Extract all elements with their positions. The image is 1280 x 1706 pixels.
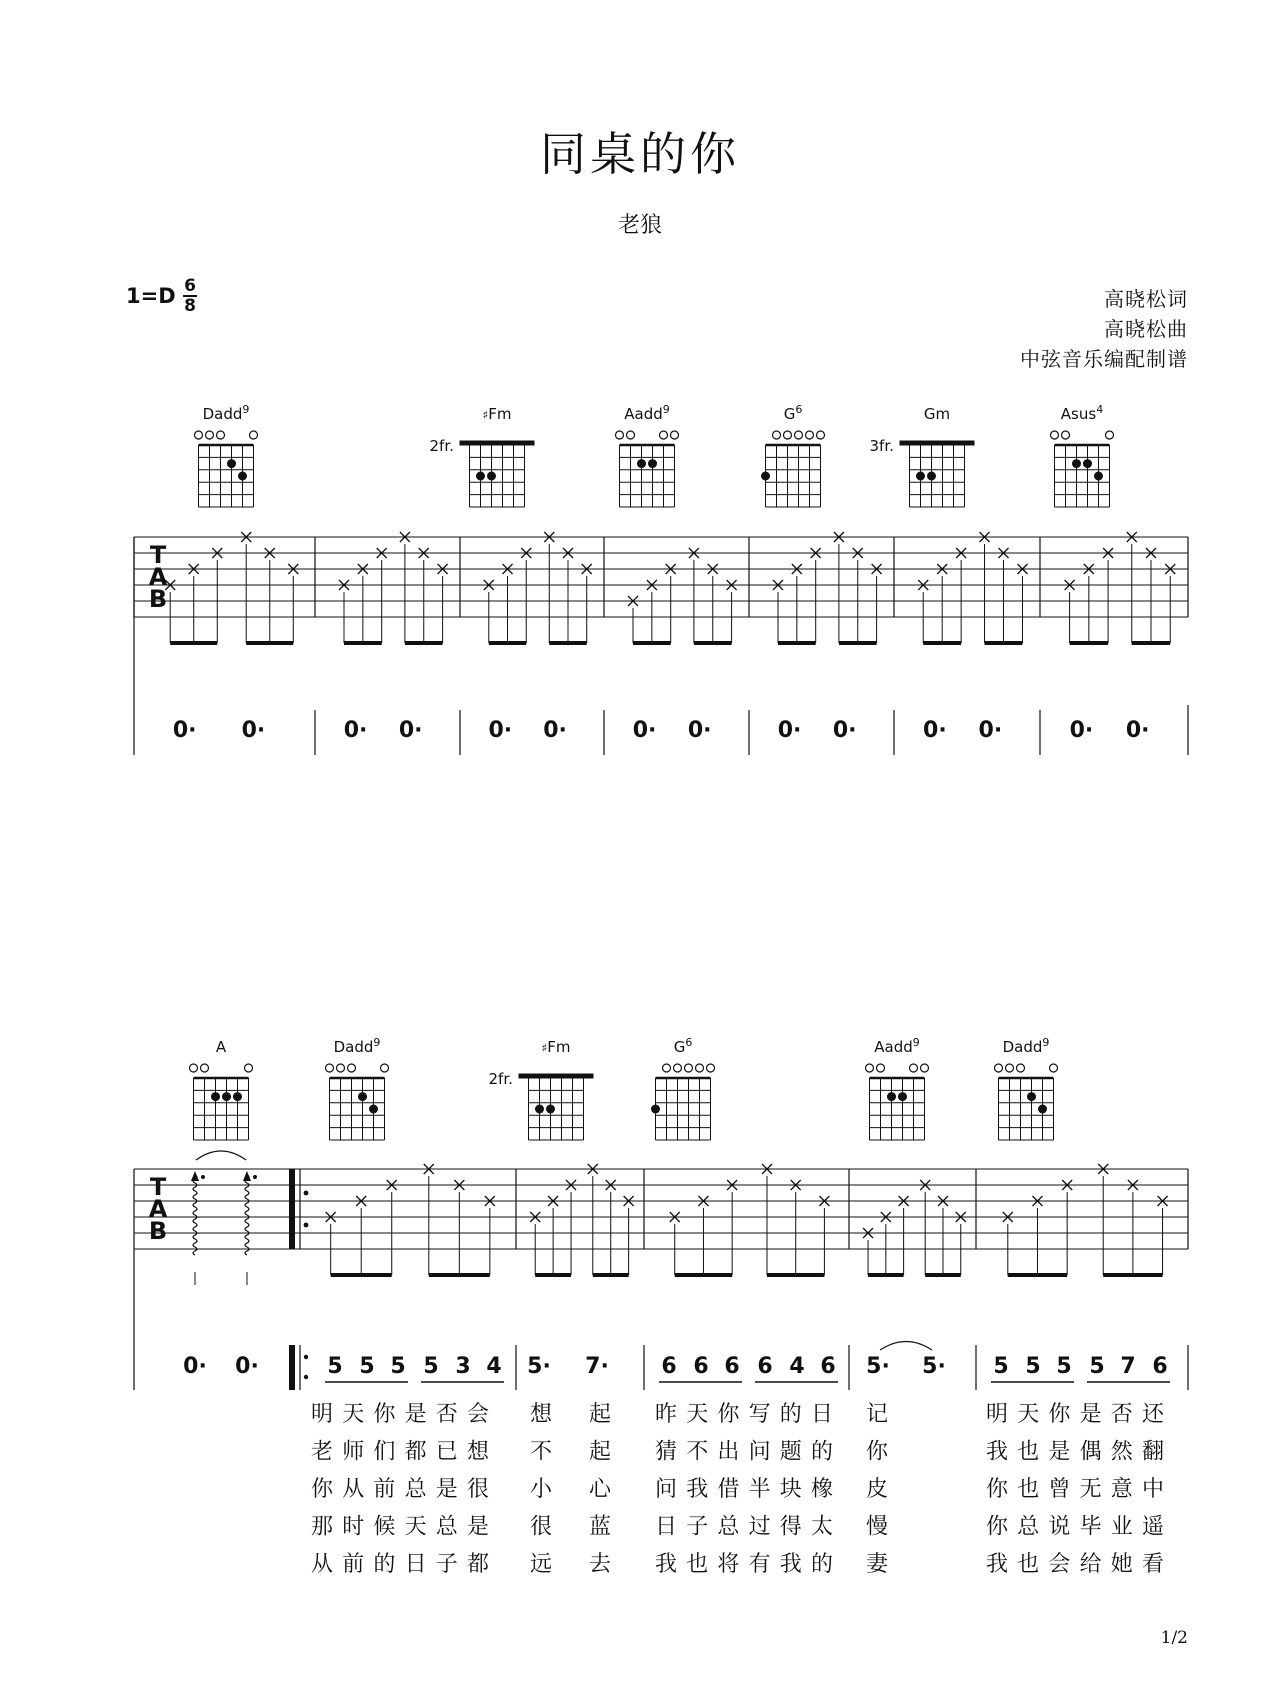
page-number: 1/2 [1160,1628,1188,1648]
lyric-char: 子 [435,1552,458,1577]
lyric-char: 都 [466,1552,490,1577]
lyric-char: 太 [810,1514,834,1540]
notation-number: 7 [1120,1354,1136,1379]
notation-number: 6 [1152,1354,1168,1379]
lyric-char: 你 [717,1402,740,1427]
notation-number: 0· [488,718,513,743]
notation-number: 0· [235,1354,259,1379]
lyric-char: 起 [588,1439,612,1465]
lyric-char: 已 [435,1439,458,1465]
chord-name: Gm [923,405,951,423]
measure-notes [1065,532,1176,643]
measure-notes [191,1151,257,1285]
lyric-char: 将 [717,1552,740,1577]
lyric-char: 明 [310,1402,334,1427]
notation-number: 5· [527,1354,551,1379]
open-string-marker [1006,1064,1014,1072]
open-string-marker [627,431,635,439]
lyric-char: 天 [1017,1402,1040,1427]
repeat-dot [304,1355,308,1359]
lyric-char: 否 [435,1402,458,1427]
notation-number: 0· [687,718,712,743]
open-string-marker [201,1064,209,1072]
repeat-dot [304,1375,308,1379]
lyric-char: 是 [435,1477,458,1502]
notation-number: 0· [241,718,266,743]
notation-number: 5 [423,1354,439,1379]
notation-number: 5· [922,1354,946,1379]
chord-name: Aadd$^9$ [874,1036,920,1056]
lyric-char: 小 [529,1477,553,1502]
lyric-char: 我 [686,1477,709,1502]
notation-number: 5 [1056,1354,1072,1379]
lyric-char: 翻 [1141,1439,1165,1465]
chord-diagram [616,403,679,507]
open-string-marker [660,431,668,439]
lyric-char: 总 [1017,1514,1040,1540]
chord-name: $G^6$ [673,1036,693,1056]
lyric-char: 昨 [654,1402,678,1427]
lyric-char: 业 [1110,1514,1133,1540]
finger-dot [211,1092,220,1101]
lyric-char: 意 [1110,1477,1133,1502]
tab-staff [134,537,1188,617]
finger-dot [222,1092,231,1101]
lyric-char: 会 [466,1402,490,1427]
tab-clef-letter: T [149,541,167,569]
open-string-marker [877,1064,885,1072]
notation-number: 5· [866,1354,890,1379]
measure-notes [339,532,448,643]
lyric-char: 天 [686,1402,709,1427]
measure-notes [1003,1164,1168,1275]
chord-diagram [326,1036,389,1140]
lyric-char: 过 [748,1514,771,1540]
measure-notes [670,1164,830,1275]
lyric-char: 心 [588,1477,612,1502]
open-string-marker [195,431,203,439]
open-string-marker [206,431,214,439]
finger-dot [761,472,770,481]
open-string-marker [866,1064,874,1072]
chord-diagram [489,1038,594,1140]
lyric-char: 子 [686,1514,709,1540]
open-string-marker [910,1064,918,1072]
notation-number: 7· [585,1354,609,1379]
tab-clef-letter: T [149,1173,167,1201]
lyric-char: 是 [404,1402,427,1427]
lyric-char: 们 [373,1439,396,1465]
repeat-dot [304,1191,309,1196]
notation-number: 5 [359,1354,375,1379]
chord-name: $G^6$ [783,403,803,423]
arpeggio-arrow [191,1171,199,1181]
measure-notes [484,532,592,643]
lyric-char: 从 [342,1477,365,1502]
lyric-char: 出 [717,1439,740,1465]
notation-number: 4 [486,1354,502,1379]
finger-dot [651,1105,660,1114]
time-denominator: 8 [184,296,196,316]
lyric-char: 也 [686,1552,709,1577]
dot [253,1175,257,1179]
lyric-char: 皮 [865,1477,889,1502]
open-string-marker [337,1064,345,1072]
tab-clef-letter: B [148,585,168,613]
lyric-char: 中 [1141,1477,1165,1502]
lyric-char: 起 [588,1402,612,1427]
lyric-char: 妻 [865,1552,889,1577]
finger-dot [916,472,925,481]
lyric-char: 看 [1141,1552,1165,1577]
arpeggio-wave [245,1175,249,1255]
lyric-char: 你 [985,1477,1009,1502]
artist-name: 老狼 [617,213,662,238]
open-string-marker [921,1064,929,1072]
finger-dot [1072,459,1081,468]
lyric-char: 去 [588,1552,612,1577]
open-string-marker [696,1064,704,1072]
notation-number: 0· [1125,718,1150,743]
lyric-char: 都 [404,1439,427,1465]
chord-diagram [995,1036,1058,1140]
lyric-char: 你 [1048,1402,1071,1427]
lyric-char: 想 [466,1439,490,1465]
lyric-char: 的 [810,1439,834,1465]
finger-dot [546,1105,555,1114]
open-string-marker [806,431,814,439]
notation-number: 5 [1089,1354,1105,1379]
open-string-marker [674,1064,682,1072]
lyric-char: 候 [373,1514,396,1540]
lyric-char: 明 [985,1402,1009,1427]
finger-dot [1094,472,1103,481]
arpeggio-arrow [243,1171,251,1181]
tab-clef-letter: B [148,1217,168,1245]
notation-number: 0· [543,718,567,743]
finger-dot [637,459,646,468]
lyric-char: 是 [466,1514,490,1540]
lyric-char: 是 [1048,1439,1071,1465]
composer-credit: 高晓松曲 [1104,317,1188,341]
lyric-char: 师 [342,1439,365,1465]
lyric-char: 日 [654,1514,678,1540]
chord-diagram [195,403,258,507]
fret-position-label: 2fr. [488,1070,513,1088]
open-string-marker [685,1064,693,1072]
notation-number: 0· [398,718,423,743]
measure-notes [165,532,298,643]
open-string-marker [995,1064,1003,1072]
lyric-char: 曾 [1048,1477,1071,1502]
lyric-char: 然 [1110,1439,1133,1465]
repeat-dot [304,1223,309,1228]
chord-name: Dadd$^9$ [202,403,250,423]
chord-diagram [870,405,975,507]
lyric-char: 也 [1017,1552,1040,1577]
chord-diagram [866,1036,929,1140]
notation-number: 3 [455,1354,471,1379]
open-string-marker [1062,431,1070,439]
notation-number: 0· [923,718,947,743]
open-string-marker [1106,431,1114,439]
lyric-char: 前 [342,1552,365,1577]
time-numerator: 6 [184,276,196,296]
finger-dot [487,472,496,481]
lyric-char: 我 [985,1552,1009,1577]
lyric-char: 不 [686,1439,709,1465]
lyric-char: 时 [342,1514,365,1540]
dot [201,1175,205,1179]
finger-dot [1083,459,1092,468]
measure-notes [918,532,1027,643]
notation-number: 6 [757,1354,773,1379]
finger-dot [369,1105,378,1114]
lyric-char: 的 [810,1552,834,1577]
lyric-char: 不 [529,1439,553,1465]
open-string-marker [616,431,624,439]
chord-diagram [651,1036,715,1140]
notation-tie [880,1342,932,1351]
lyric-char: 写 [748,1402,771,1427]
chord-name: A [215,1038,227,1056]
lyric-char: 遥 [1141,1514,1165,1540]
lyric-char: 从 [310,1552,334,1577]
measure-notes [773,532,882,643]
notation-number: 4 [789,1354,805,1379]
lyric-char: 是 [1079,1402,1102,1427]
lyric-char: 你 [373,1402,396,1427]
notation-number: 0· [1069,718,1094,743]
finger-dot [238,472,247,481]
lyric-char: 偶 [1079,1439,1102,1465]
lyric-char: 天 [342,1402,365,1427]
notation-number: 0· [172,718,197,743]
finger-dot [535,1105,544,1114]
lyric-char: 说 [1048,1514,1071,1540]
chord-name: ♯Fm [482,405,512,423]
lyric-char: 块 [779,1477,802,1502]
chord-name: Dadd$^9$ [333,1036,381,1056]
notation-number: 6 [661,1354,677,1379]
notation-number: 0· [978,718,1003,743]
notation-number: 5 [1025,1354,1041,1379]
lyric-char: 半 [748,1477,771,1502]
tab-clef-letter: A [148,563,168,591]
lyric-char: 她 [1110,1552,1133,1577]
lyric-char: 前 [373,1477,396,1502]
lyric-char: 你 [985,1514,1009,1540]
lyric-char: 总 [404,1477,427,1502]
lyric-char: 题 [779,1439,802,1465]
lyric-char: 问 [748,1439,771,1465]
lyric-char: 你 [310,1477,334,1502]
open-string-marker [784,431,792,439]
open-string-marker [663,1064,671,1072]
lyric-char: 很 [466,1477,490,1502]
measure-notes [628,548,737,643]
notation-number: 0· [832,718,857,743]
lyric-char: 毕 [1079,1514,1102,1540]
chord-diagram [761,403,825,507]
finger-dot [1038,1105,1047,1114]
lyric-char: 也 [1017,1477,1040,1502]
open-string-marker [795,431,803,439]
lyric-char: 记 [865,1402,889,1427]
open-string-marker [250,431,258,439]
finger-dot [227,459,236,468]
tie-arc [196,1151,246,1160]
lyric-char: 问 [654,1477,678,1502]
notation-number: 0· [777,718,802,743]
song-title: 同桌的你 [540,127,740,181]
open-string-marker [817,431,825,439]
lyric-char: 猜 [654,1439,678,1465]
lyric-char: 的 [779,1402,802,1427]
lyric-char: 蓝 [588,1514,612,1540]
lyric-char: 想 [529,1402,553,1427]
finger-dot [358,1092,367,1101]
lyric-char: 借 [717,1477,740,1502]
finger-dot [898,1092,907,1101]
fret-position-label: 3fr. [869,437,894,455]
open-string-marker [190,1064,198,1072]
open-string-marker [217,431,225,439]
lyric-char: 老 [310,1439,334,1465]
lyric-char: 橡 [810,1477,834,1502]
lyric-char: 我 [779,1552,802,1577]
chord-diagram [190,1038,253,1140]
lyric-char: 否 [1110,1402,1133,1427]
key-signature: 1=D [126,284,176,308]
lyric-char: 日 [404,1552,427,1577]
notation-number: 6 [693,1354,709,1379]
measure-notes [326,1164,495,1275]
chord-diagram [1051,403,1114,507]
open-string-marker [381,1064,389,1072]
chord-name: ♯Fm [541,1038,571,1056]
tab-clef-letter: A [148,1195,168,1223]
lyric-char: 总 [435,1514,458,1540]
chord-name: Dadd$^9$ [1002,1036,1050,1056]
notation-number: 5 [327,1354,343,1379]
open-string-marker [1017,1064,1025,1072]
lyric-char: 日 [810,1402,834,1427]
notation-number: 6 [724,1354,740,1379]
finger-dot [927,472,936,481]
fret-position-label: 2fr. [429,437,454,455]
lyric-char: 我 [985,1439,1009,1465]
chord-name: Asus$^4$ [1060,403,1104,423]
measure-notes [530,1164,633,1275]
arpeggio-wave [193,1175,197,1255]
lyric-char: 得 [779,1514,802,1540]
notation-number: 0· [632,718,657,743]
lyric-char: 远 [529,1552,553,1577]
lyric-char: 你 [865,1439,889,1465]
notation-number: 5 [390,1354,406,1379]
lyricist-credit: 高晓松词 [1104,287,1188,311]
lyric-char: 无 [1079,1477,1102,1502]
lyric-char: 会 [1048,1552,1071,1577]
finger-dot [1027,1092,1036,1101]
open-string-marker [245,1064,253,1072]
finger-dot [233,1092,242,1101]
notation-number: 6 [820,1354,836,1379]
finger-dot [887,1092,896,1101]
lyric-char: 总 [717,1514,740,1540]
lyric-char: 天 [404,1514,427,1540]
lyric-char: 我 [654,1552,678,1577]
lyric-char: 慢 [865,1514,889,1540]
notation-number: 5 [993,1354,1009,1379]
open-string-marker [1051,431,1059,439]
lyric-char: 还 [1141,1402,1165,1427]
lyric-char: 给 [1079,1552,1102,1577]
open-string-marker [326,1064,334,1072]
finger-dot [476,472,485,481]
lyric-char: 很 [529,1514,553,1540]
open-string-marker [348,1064,356,1072]
notation-number: 0· [183,1354,207,1379]
open-string-marker [671,431,679,439]
open-string-marker [1050,1064,1058,1072]
arranger-credit: 中弦音乐编配制谱 [1020,347,1188,371]
open-string-marker [773,431,781,439]
finger-dot [648,459,657,468]
measure-notes [863,1180,966,1275]
lyric-char: 那 [310,1514,334,1540]
lyric-char: 的 [373,1552,396,1577]
lyric-char: 也 [1017,1439,1040,1465]
lyric-char: 有 [748,1552,771,1577]
chord-name: Aadd$^9$ [624,403,670,423]
open-string-marker [707,1064,715,1072]
chord-diagram [430,405,535,507]
notation-number: 0· [343,718,368,743]
